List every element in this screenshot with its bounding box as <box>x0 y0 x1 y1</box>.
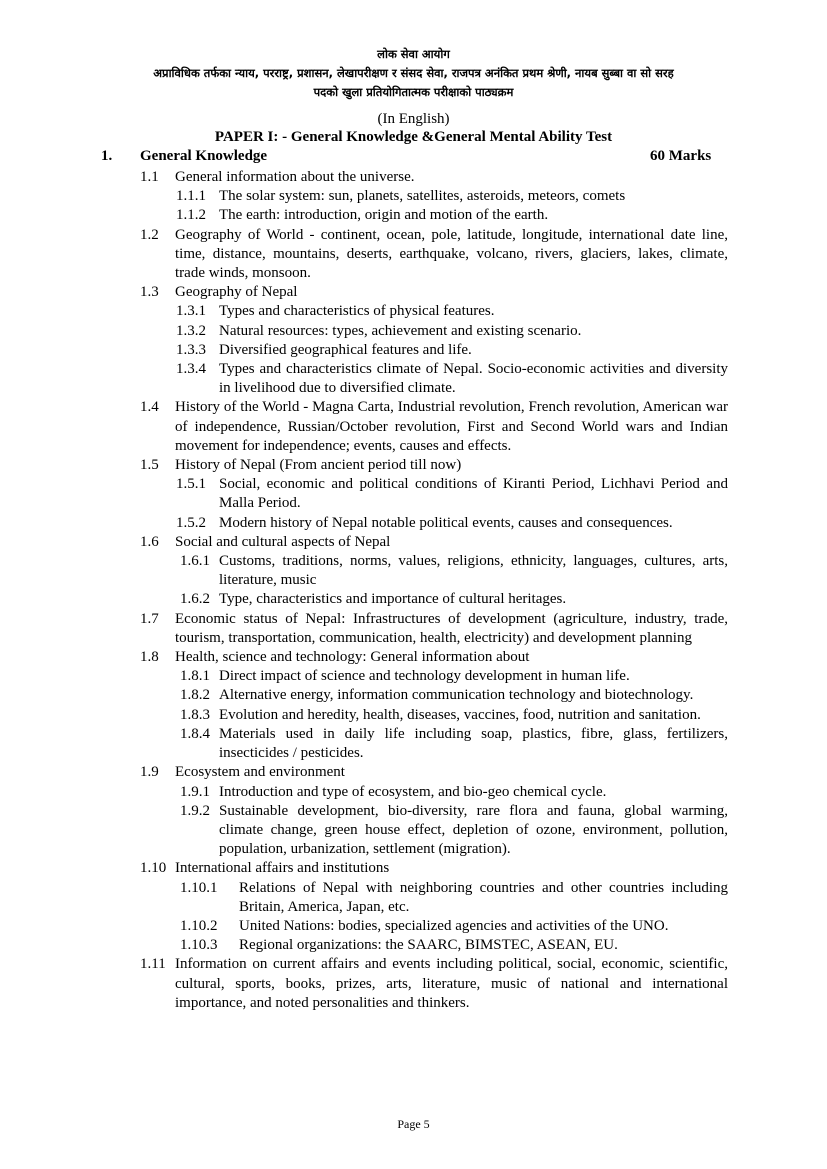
item-text: Social, economic and political conditions of Kiranti Period, Lichhavi Period and Malla Period. <box>219 476 728 512</box>
syllabus-item <box>0 763 827 782</box>
item-number: 1.8 <box>140 649 159 666</box>
item-text: Regional organizations: the SAARC, BIMSTEC, ASEAN, EU. <box>239 937 618 954</box>
syllabus-item <box>0 341 827 360</box>
syllabus-item <box>0 706 827 725</box>
syllabus-item <box>0 802 827 860</box>
syllabus-item <box>0 206 827 225</box>
syllabus-list <box>0 168 827 1013</box>
language-note: (In English) <box>377 111 450 127</box>
item-number: 1.5.2 <box>176 514 206 531</box>
syllabus-item <box>0 648 827 667</box>
item-text: Natural resources: types, achievement and existing scenario. <box>219 322 582 339</box>
syllabus-item <box>0 667 827 686</box>
item-number: 1.8.1 <box>180 668 210 685</box>
item-text: Ecosystem and environment <box>175 764 345 781</box>
syllabus-item <box>0 302 827 321</box>
header-exam-line: पदको खुला प्रतियोगितात्मक परीक्षाको पाठ्यक्रम <box>313 85 514 99</box>
section-title: General Knowledge <box>140 148 268 164</box>
item-number: 1.9 <box>140 764 159 781</box>
item-text: Direct impact of science and technology development in human life. <box>219 668 630 685</box>
item-number: 1.10.2 <box>180 917 218 934</box>
syllabus-item <box>0 398 827 456</box>
item-number: 1.3.3 <box>176 341 206 358</box>
item-text: Customs, traditions, norms, values, religions, ethnicity, languages, cultures, arts, literature, music <box>219 553 728 589</box>
syllabus-item <box>0 168 827 187</box>
item-text: Geography of World - continent, ocean, pole, latitude, longitude, international date line, time, distance, mountains, deserts, earthquake, volcano, rivers, glaciers, lakes, climate, trade winds, monsoon. <box>175 226 728 282</box>
syllabus-item <box>0 283 827 302</box>
item-number: 1.1.2 <box>176 207 206 224</box>
syllabus-item <box>0 686 827 705</box>
item-text: History of Nepal (From ancient period till now) <box>175 457 462 474</box>
section-number: 1. <box>101 148 113 164</box>
item-number: 1.9.2 <box>180 802 210 819</box>
item-number: 1.10.1 <box>180 879 218 896</box>
item-number: 1.5 <box>140 457 159 474</box>
syllabus-item <box>0 917 827 936</box>
item-text: Economic status of Nepal: Infrastructures of development (agriculture, industry, trade, tourism, transportation, communication, health, electricity) and development planning <box>175 610 728 646</box>
syllabus-item <box>0 533 827 552</box>
item-number: 1.5.1 <box>176 476 206 493</box>
item-number: 1.2 <box>140 226 159 243</box>
item-number: 1.1 <box>140 169 159 185</box>
item-text: History of the World - Magna Carta, Industrial revolution, French revolution, American war of independence, Russian/October revolution, First and Second World wars and Indian movement for independence; events, causes and effects. <box>175 399 728 454</box>
item-number: 1.3 <box>140 284 159 301</box>
syllabus-item <box>0 879 827 917</box>
item-text: Type, characteristics and importance of cultural heritages. <box>219 591 567 608</box>
syllabus-item <box>0 783 827 802</box>
syllabus-item <box>0 859 827 878</box>
syllabus-item <box>0 322 827 341</box>
item-number: 1.6.2 <box>180 591 210 608</box>
item-number: 1.8.4 <box>180 725 210 742</box>
syllabus-item <box>0 187 827 206</box>
item-number: 1.6 <box>140 533 159 550</box>
item-number: 1.4 <box>140 399 159 416</box>
item-number: 1.6.1 <box>180 553 210 570</box>
item-number: 1.3.4 <box>176 361 206 378</box>
item-text: The earth: introduction, origin and motion of the earth. <box>219 207 549 224</box>
item-text: Materials used in daily life including soap, plastics, fibre, glass, fertilizers, insecticides / pesticides. <box>219 725 728 762</box>
item-number: 1.10.3 <box>180 937 218 954</box>
item-text: Alternative energy, information communication technology and biotechnology. <box>219 687 694 704</box>
item-number: 1.7 <box>140 610 159 627</box>
item-number: 1.11 <box>140 956 166 973</box>
syllabus-item <box>0 610 827 648</box>
item-text: Diversified geographical features and life. <box>219 341 472 358</box>
syllabus-item <box>0 514 827 533</box>
item-number: 1.8.3 <box>180 706 210 723</box>
syllabus-item <box>0 955 827 1013</box>
syllabus-item <box>0 456 827 475</box>
item-number: 1.10 <box>140 860 167 877</box>
syllabus-item <box>0 360 827 398</box>
item-text: Relations of Nepal with neighboring countries and other countries including Britain, America, Japan, etc. <box>239 879 728 915</box>
item-text: Sustainable development, bio-diversity, rare flora and fauna, global warming, climate change, green house effect, depletion of ozone, environment, pollution, population, urbanization, settlement (migration). <box>219 802 728 858</box>
syllabus-item <box>0 226 827 284</box>
item-text: Evolution and heredity, health, diseases, vaccines, food, nutrition and sanitation. <box>219 706 701 723</box>
item-number: 1.3.1 <box>176 303 206 320</box>
item-text: United Nations: bodies, specialized agencies and activities of the UNO. <box>239 917 669 934</box>
item-text: Types and characteristics climate of Nepal. Socio-economic activities and diversity in livelihood due to diversified climate. <box>219 361 728 397</box>
section-marks: 60 Marks <box>650 148 712 164</box>
syllabus-item <box>0 725 827 763</box>
syllabus-item <box>0 552 827 590</box>
item-text: Health, science and technology: General information about <box>175 649 530 666</box>
item-text: International affairs and institutions <box>175 860 390 877</box>
item-number: 1.3.2 <box>176 322 206 339</box>
item-text: Geography of Nepal <box>175 284 298 301</box>
page-number: Page 5 <box>397 1117 430 1131</box>
item-number: 1.8.2 <box>180 687 210 704</box>
header-commission-name: लोक सेवा आयोग <box>377 47 450 61</box>
item-text: Social and cultural aspects of Nepal <box>175 533 391 550</box>
syllabus-item <box>0 936 827 955</box>
paper-title: PAPER I: - General Knowledge &General Mental Ability Test <box>214 129 613 145</box>
header-services-line: अप्राविधिक तर्फका न्याय, परराष्ट्र, प्रशासन, लेखापरीक्षण र संसद सेवा, राजपत्र अनंकित प्रथम श्रेणी, नायब सुब्बा वा सो सरह <box>153 66 674 80</box>
item-text: Modern history of Nepal notable political events, causes and consequences. <box>219 514 673 531</box>
item-number: 1.9.1 <box>180 783 210 800</box>
item-text: The solar system: sun, planets, satellites, asteroids, meteors, comets <box>219 188 626 205</box>
syllabus-item <box>0 475 827 513</box>
item-text: Types and characteristics of physical features. <box>219 303 495 320</box>
item-number: 1.1.1 <box>176 188 206 205</box>
syllabus-item <box>0 590 827 609</box>
item-text: Introduction and type of ecosystem, and bio-geo chemical cycle. <box>219 783 607 800</box>
item-text: Information on current affairs and events including political, social, economic, scientific, cultural, sports, books, prizes, arts, literature, music of national and international importance, and noted personalities and thinkers. <box>175 956 728 1011</box>
item-text: General information about the universe. <box>175 169 415 185</box>
